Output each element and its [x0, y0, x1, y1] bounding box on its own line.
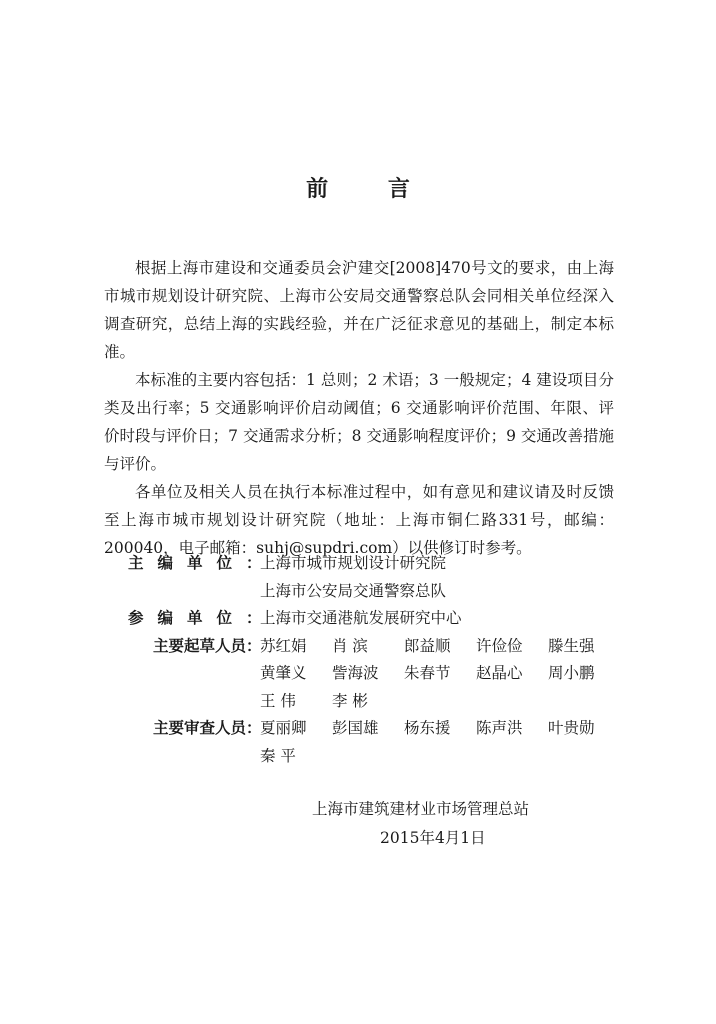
chief-editor-unit: 上海市公安局交通警察总队 — [260, 581, 447, 600]
issue-date: 2015年4月1日 — [380, 829, 486, 847]
drafter-name: 滕生强 — [548, 636, 595, 655]
preface-paragraph-2: 本标准的主要内容包括：1 总则；2 术语；3 一般规定；4 建设项目分类及出行率；5 交通影响评价启动阈值；6 交通影响评价范围、年限、评价时段与评价日；7 交通需求分析；8 交通影响程度评价；9 交通改善措施与评价。 — [104, 371, 614, 473]
issuer: 上海市建筑建材业市场管理总站 — [312, 800, 530, 818]
reviewers-names — [260, 715, 644, 770]
drafters-row — [104, 633, 644, 716]
drafters-names — [260, 633, 644, 716]
reviewers-colon: ： — [246, 719, 262, 737]
participating-row — [104, 605, 644, 633]
participating-unit: 上海市交通港航发展研究中心 — [260, 609, 462, 627]
chief-editor-colon: ： — [246, 554, 262, 572]
drafter-name: 朱春节 — [404, 664, 451, 682]
participating-colon: ： — [246, 609, 262, 627]
chief-editor-units — [260, 550, 644, 605]
credits-section — [104, 550, 644, 770]
chief-editor-label: 主编单位 — [127, 554, 246, 572]
chief-editor-unit: 上海市城市规划设计研究院 — [260, 554, 447, 572]
participating-label: 参编单位 — [127, 609, 246, 627]
drafter-name: 王 伟 — [260, 691, 296, 710]
page-title: 前 言 — [306, 177, 436, 202]
participating-units — [260, 605, 644, 633]
drafter-name: 肖 滨 — [332, 636, 368, 655]
reviewer-name: 叶贵勋 — [548, 719, 595, 737]
drafter-name: 周小鹏 — [548, 664, 595, 682]
reviewer-name: 杨东援 — [404, 719, 451, 737]
preface-paragraph-1: 根据上海市建设和交通委员会沪建交[2008]470号文的要求，由上海市城市规划设计研究院、上海市公安局交通警察总队会同相关单位经深入调查研究，总结上海的实践经验，并在广泛征求意见的基础上，制定本标准。 — [104, 259, 614, 361]
drafter-name: 许俭俭 — [476, 636, 523, 655]
preface-body — [104, 254, 614, 562]
drafters-colon: ： — [246, 636, 262, 655]
chief-editor-row — [104, 550, 644, 605]
reviewer-name: 秦 平 — [260, 746, 296, 765]
reviewer-name: 彭国雄 — [332, 719, 379, 737]
drafter-name: 訾海波 — [332, 664, 379, 682]
reviewers-label: 主要审查人员 — [152, 719, 246, 737]
drafter-name: 郎益顺 — [404, 636, 451, 655]
reviewers-row — [104, 715, 644, 770]
preface-paragraph-3: 各单位及相关人员在执行本标准过程中，如有意见和建议请及时反馈至上海市城市规划设计研究院（地址：上海市铜仁路331号，邮编：200040，电子邮箱：suhj@supdri.com）以供修订时参考。 — [104, 483, 614, 557]
drafter-name: 黄肇义 — [260, 664, 307, 682]
reviewer-name: 夏丽卿 — [260, 719, 307, 737]
reviewer-name: 陈声洪 — [476, 719, 523, 737]
drafter-name: 苏红娟 — [260, 636, 307, 655]
drafter-name: 赵晶心 — [476, 664, 523, 682]
drafter-name: 李 彬 — [332, 691, 368, 710]
drafters-label: 主要起草人员 — [152, 636, 246, 655]
